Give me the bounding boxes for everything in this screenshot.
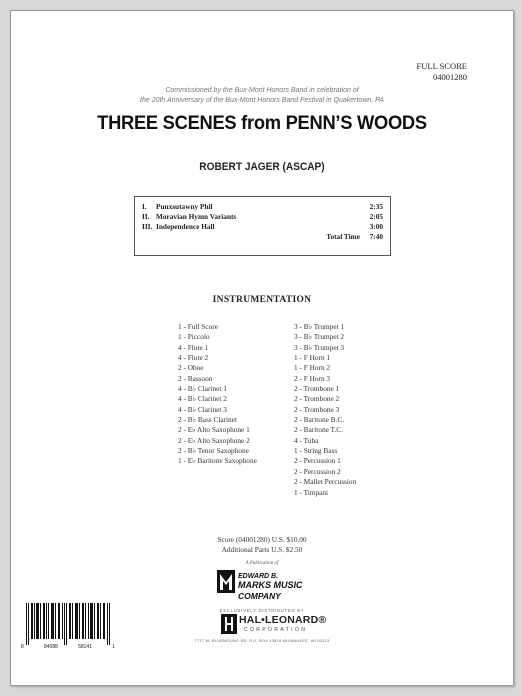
full-score-label — [417, 61, 467, 83]
movement-time: 3:00 — [369, 222, 383, 231]
instrument-item: 2 - Percussion 2 — [294, 466, 341, 476]
instrumentation-column-2 — [294, 322, 356, 498]
catalog-number: 04001280 — [433, 72, 467, 82]
instrument-item: 2 - F Horn 3 — [294, 373, 331, 383]
movement-row — [142, 202, 213, 211]
commission-line-2: the 20th Anniversary of the Bux-Mont Honors Band Festival in Quakertown, PA — [140, 97, 384, 104]
composer-name: ROBERT JAGER (ASCAP) — [199, 161, 325, 173]
movement-row — [142, 212, 236, 221]
instrument-item: 1 - Piccolo — [178, 332, 210, 342]
instrument-item: 4 - B♭ Clarinet 2 — [178, 394, 227, 404]
barcode-digit-group: 1 — [112, 644, 115, 650]
instrument-item: 4 - Tuba — [294, 435, 319, 445]
instrument-item: 1 - String Bass — [294, 446, 338, 456]
instrument-item: 1 - F Horn 1 — [294, 353, 331, 363]
barcode-icon — [25, 603, 111, 645]
instrument-item: 4 - Flute 1 — [178, 342, 209, 352]
instrument-item: 2 - Mallet Percussion — [294, 477, 357, 487]
instrument-item: 2 - Bassoon — [178, 373, 213, 383]
total-time-value: 7:40 — [369, 232, 383, 241]
instrument-item: 4 - B♭ Clarinet 1 — [178, 384, 227, 394]
instrument-item: 2 - Baritone B.C. — [294, 415, 345, 425]
commission-line-1: Commissioned by the Bux-Mont Honors Band in celebration of — [165, 87, 359, 94]
movement-number: I. — [142, 202, 147, 211]
instrument-item: 1 - Timpani — [294, 487, 329, 497]
barcode-digit-group: 8 — [21, 644, 24, 650]
price-info — [11, 535, 513, 554]
score-cover-page — [10, 10, 514, 686]
marks-line-2: MARKS MUSIC — [238, 580, 303, 590]
hal-leonard-name: HAL•LEONARD® — [239, 614, 327, 626]
marks-logo-mark — [217, 570, 235, 593]
instrumentation-title: INSTRUMENTATION — [212, 295, 312, 305]
page-title: THREE SCENES from PENN’S WOODS — [97, 112, 427, 134]
barcode-number — [21, 644, 115, 650]
marks-line-3: COMPANY — [238, 591, 281, 601]
marks-music-logo — [217, 569, 307, 605]
instrument-item: 2 - E♭ Alto Saxophone 1 — [178, 425, 250, 435]
marks-line-1: EDWARD B. — [238, 573, 279, 580]
instrument-item: 2 - Baritone T.C. — [294, 425, 343, 435]
instrument-item: 1 - E♭ Baritone Saxophone — [178, 456, 257, 466]
instrument-item: 2 - Trombone 1 — [294, 384, 340, 394]
barcode-digit-group: 84088 — [43, 644, 58, 650]
hal-leonard-corporation: CORPORATION — [244, 627, 308, 633]
instrument-item: 3 - B♭ Trumpet 2 — [294, 332, 345, 342]
instrument-item: 3 - B♭ Trumpet 1 — [294, 322, 345, 331]
instrument-item: 2 - Percussion 1 — [294, 456, 341, 466]
instrument-item: 2 - B♭ Tenor Saxophone — [178, 446, 249, 456]
movement-number: III. — [142, 222, 153, 231]
movement-time: 2:05 — [369, 212, 383, 221]
score-price: Score (04001280) U.S. $10.00 — [217, 535, 307, 544]
movement-name: Moravian Hymn Variants — [156, 212, 237, 221]
movement-name: Punxsutawny Phil — [156, 202, 213, 211]
instrument-item: 3 - B♭ Trumpet 3 — [294, 342, 345, 352]
publication-note: A Publication of — [245, 561, 279, 566]
instrument-item: 4 - Flute 2 — [178, 353, 209, 363]
full-score-text: FULL SCORE — [416, 61, 467, 71]
barcode-digit-group: 58141 — [78, 644, 92, 650]
instrument-item: 1 - F Horn 2 — [294, 363, 331, 373]
instrument-item: 2 - Oboe — [178, 363, 204, 373]
movement-time: 2:35 — [369, 202, 383, 211]
instrument-item: 4 - B♭ Clarinet 3 — [178, 404, 227, 414]
parts-price: Additional Parts U.S. $2.50 — [221, 544, 303, 554]
commission-note — [11, 86, 513, 106]
hal-leonard-logo-icon — [221, 614, 237, 634]
instrument-item: 1 - Full Score — [178, 322, 218, 331]
instrument-item: 2 - E♭ Alto Saxophone 2 — [178, 435, 250, 445]
publisher-address: 7777 W. BLUEMOUND RD. P.O. BOX 13819 MILWAUKEE, WI 53213 — [194, 638, 330, 643]
instrument-item: 2 - Trombone 2 — [294, 394, 340, 404]
distribution-note: EXCLUSIVELY DISTRIBUTED BY — [219, 608, 305, 613]
instrument-item: 2 - Trombone 3 — [294, 404, 340, 414]
movements-box — [134, 196, 391, 256]
movement-row — [142, 222, 215, 231]
instrumentation-column-1 — [178, 322, 257, 467]
instrument-item: 2 - B♭ Bass Clarinet — [178, 415, 237, 425]
total-time-label: Total Time — [326, 232, 360, 241]
movement-number: II. — [142, 212, 150, 221]
movement-name: Independence Hall — [156, 222, 215, 231]
